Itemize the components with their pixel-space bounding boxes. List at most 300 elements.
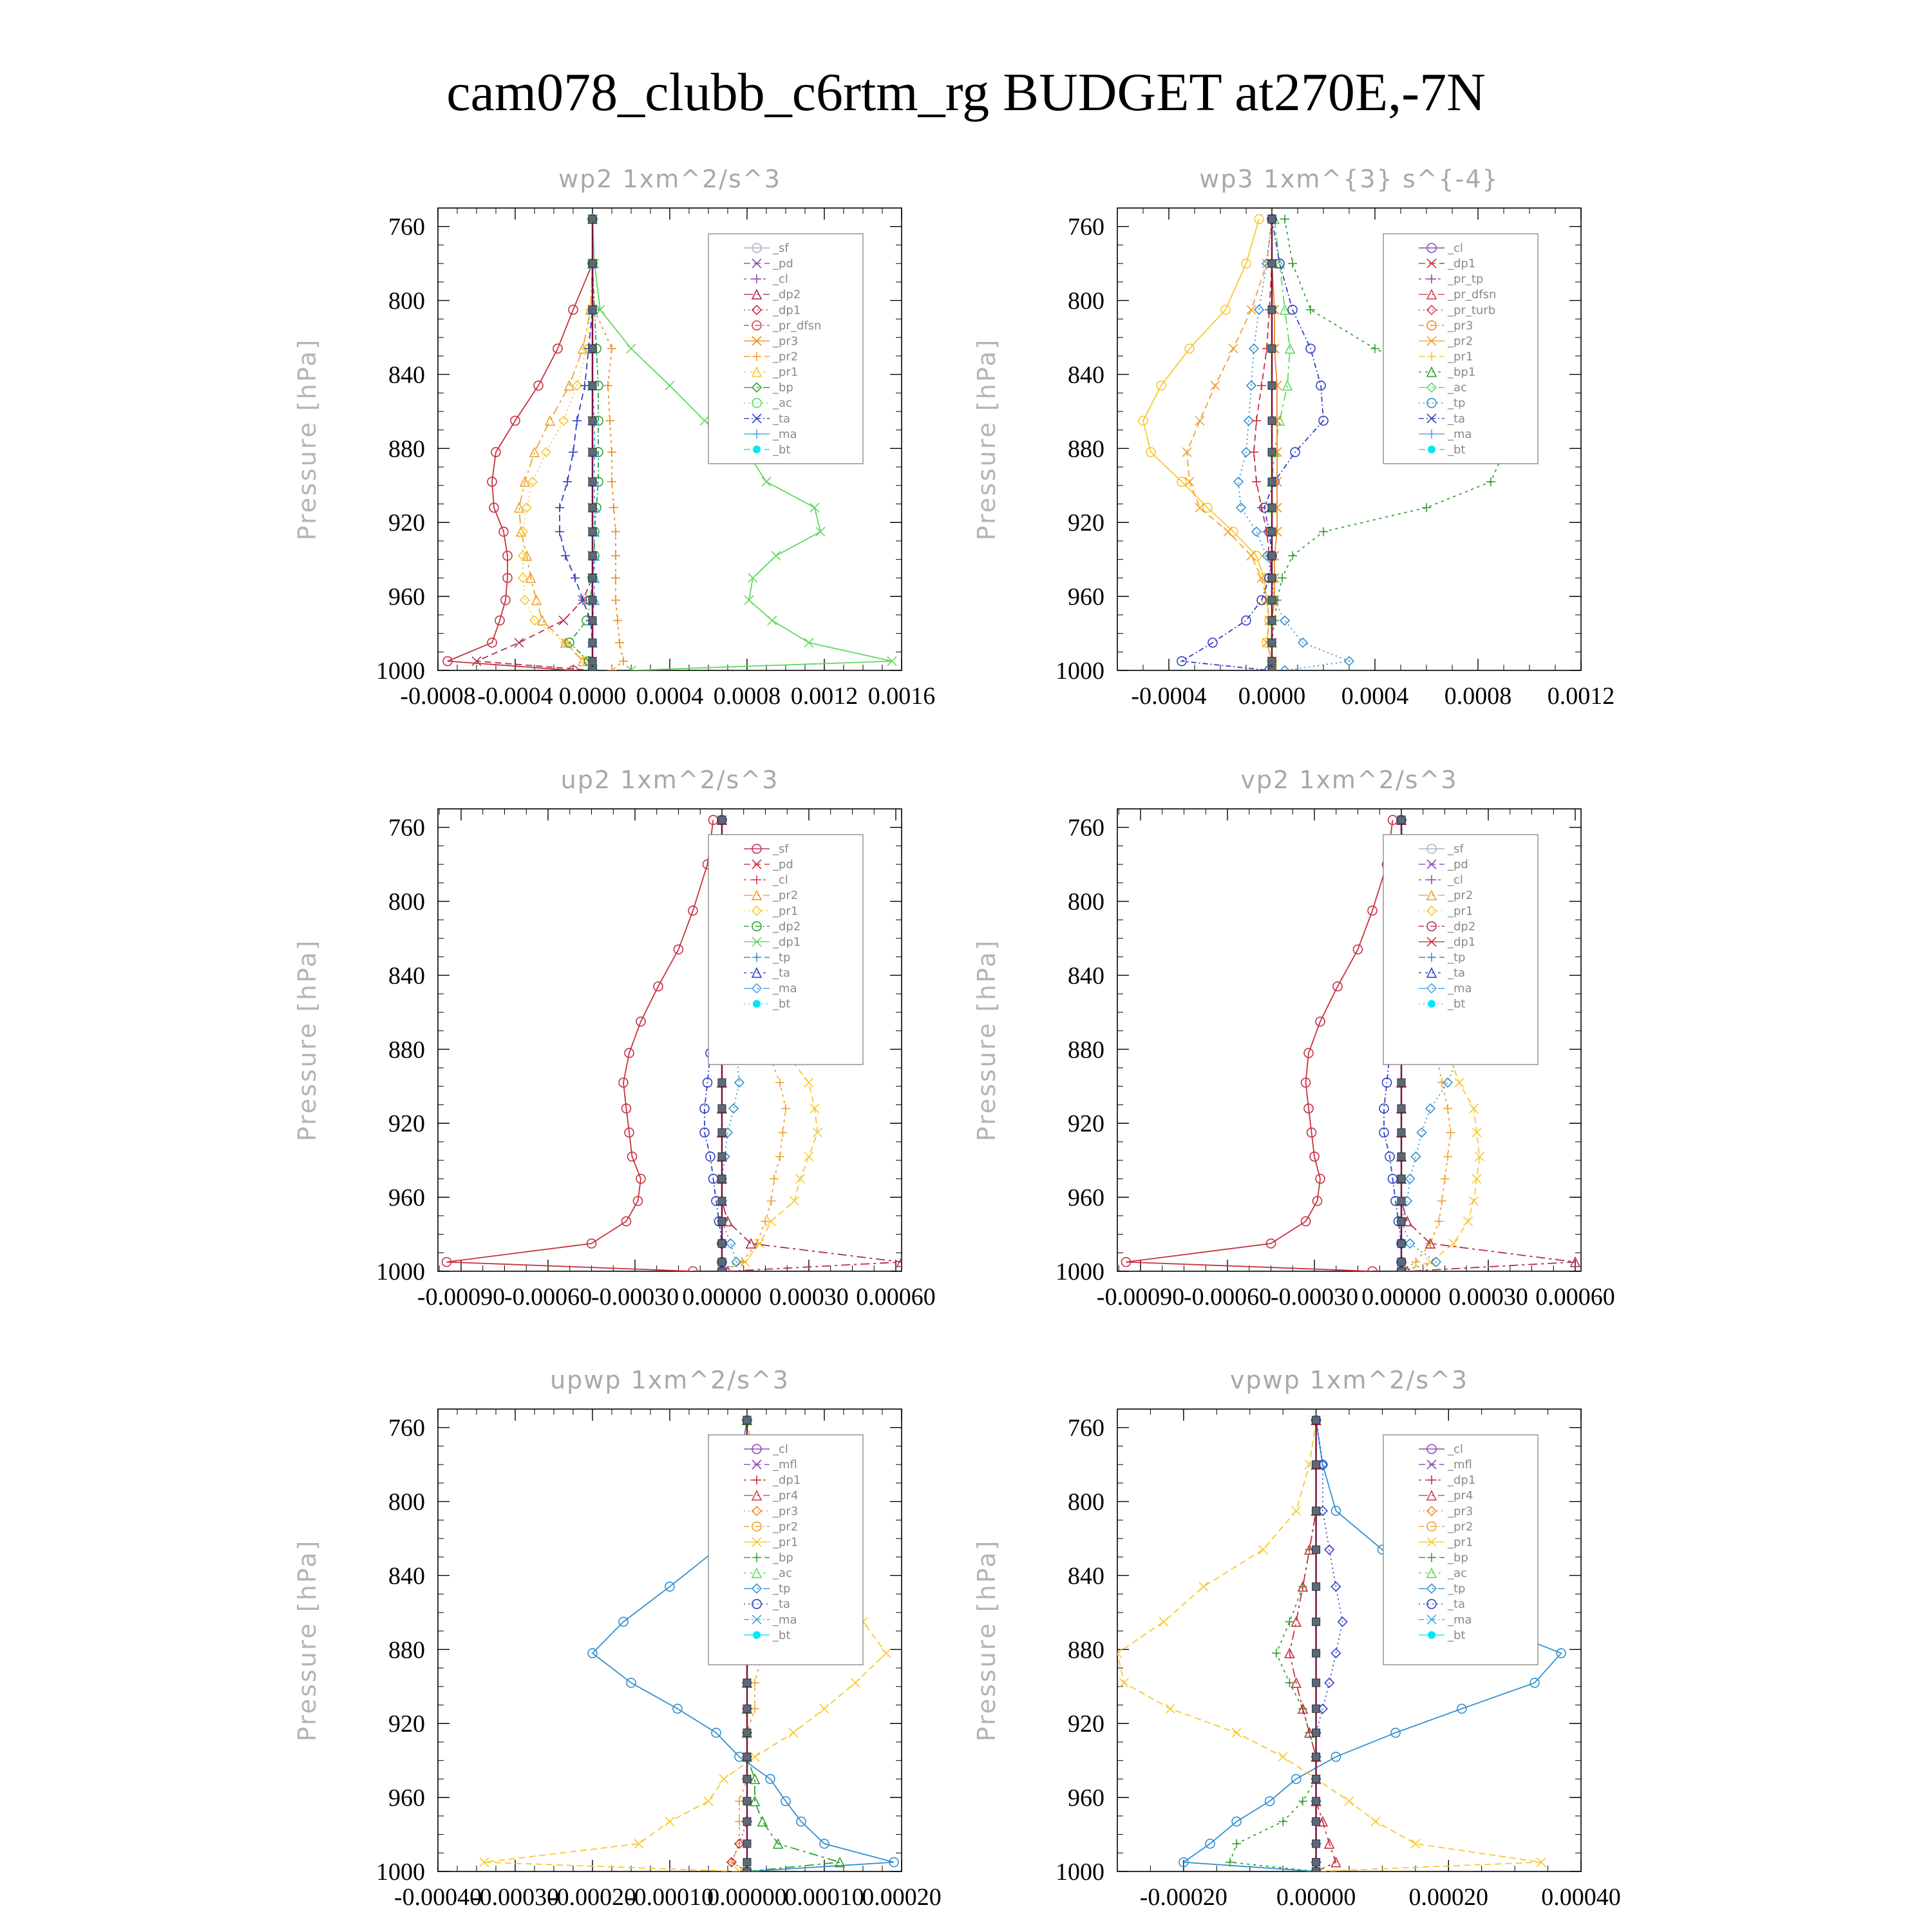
data-point: [589, 639, 596, 647]
data-point: [1306, 305, 1315, 314]
data-point: [1319, 527, 1328, 536]
legend-label: _ac: [1448, 1566, 1467, 1580]
data-point: [607, 477, 616, 486]
panel-title: up2 1xm^2/s^3: [560, 766, 779, 794]
data-point: [1229, 344, 1238, 353]
legend-label: _cl: [773, 873, 788, 887]
data-point: [1288, 551, 1297, 560]
data-point: [1397, 1153, 1405, 1160]
data-point: [781, 1104, 790, 1113]
data-point: [603, 381, 612, 390]
data-point: [589, 382, 596, 390]
data-point: [545, 416, 554, 425]
data-point: [762, 477, 771, 486]
data-point: [1397, 1258, 1405, 1266]
data-point: [1441, 1174, 1450, 1183]
legend-label: _pr2: [773, 1520, 799, 1534]
data-point: [1312, 1649, 1320, 1657]
legend-label: _pr2: [773, 889, 799, 903]
data-point: [1422, 503, 1431, 512]
data-point: [1312, 1868, 1320, 1875]
legend-label: _sf: [1448, 842, 1464, 856]
legend-label: _ac: [773, 396, 792, 410]
data-point: [589, 478, 596, 486]
panel-title: upwp 1xm^2/s^3: [550, 1366, 790, 1394]
data-point: [1397, 1129, 1405, 1137]
data-point: [775, 1152, 784, 1161]
data-point: [1470, 1197, 1479, 1206]
data-point: [804, 1152, 813, 1161]
data-point: [718, 1197, 726, 1205]
y-tick-label: 1000: [1056, 658, 1104, 685]
data-point: [1345, 1797, 1354, 1806]
data-point: [1426, 1104, 1435, 1113]
data-point: [1232, 1728, 1241, 1738]
data-point: [1426, 1258, 1435, 1267]
x-tick-label: 0.0012: [790, 683, 858, 710]
y-tick-label: 1000: [1056, 1258, 1104, 1285]
data-point: [727, 1858, 736, 1867]
y-tick-label: 760: [1068, 213, 1104, 241]
data-point: [810, 503, 819, 512]
legend-label: _pr_dfsn: [1448, 288, 1497, 302]
data-point: [1312, 1507, 1320, 1515]
y-tick-label: 1000: [376, 658, 425, 685]
y-tick-label: 880: [1068, 1036, 1104, 1064]
data-point: [738, 1258, 747, 1267]
data-point: [1331, 1649, 1340, 1658]
y-tick-label: 760: [1068, 1414, 1104, 1442]
y-tick-label: 920: [388, 1710, 425, 1738]
legend-label: _dp2: [773, 920, 801, 934]
data-point: [743, 1416, 751, 1424]
x-tick-label: -0.0008: [400, 683, 476, 710]
x-tick-label: -0.00060: [1183, 1283, 1272, 1311]
legend-label: _dp1: [1448, 1473, 1476, 1488]
data-point: [1252, 527, 1261, 536]
data-point: [768, 616, 777, 625]
x-tick-label: 0.0000: [558, 683, 627, 710]
series-line-pr1: [1143, 219, 1272, 670]
data-point: [571, 573, 580, 582]
data-point: [767, 1197, 776, 1206]
data-point: [611, 596, 620, 605]
y-tick-label: 960: [1068, 1785, 1104, 1812]
data-point: [1211, 381, 1220, 390]
y-tick-label: 760: [388, 814, 425, 842]
data-point: [758, 1817, 767, 1826]
data-point: [1397, 816, 1405, 824]
data-point: [1268, 345, 1276, 352]
y-axis-label: Pressure [hPa]: [972, 938, 1001, 1142]
legend-label: _pd: [773, 858, 793, 872]
x-tick-label: 0.00060: [1535, 1283, 1615, 1311]
data-point: [1268, 552, 1276, 560]
x-tick-label: -0.00090: [417, 1283, 506, 1311]
legend-label: _ta: [773, 966, 791, 980]
data-point: [1268, 658, 1276, 665]
legend-label: _pr3: [1448, 1504, 1473, 1519]
panel-4: [293, 1366, 942, 1911]
data-point: [1312, 1817, 1320, 1825]
data-point: [700, 416, 709, 425]
data-point: [609, 503, 618, 512]
data-point: [1443, 1104, 1452, 1113]
data-point: [528, 477, 537, 486]
data-point: [775, 1078, 784, 1087]
y-tick-label: 960: [388, 1785, 425, 1812]
legend-label: _dp1: [773, 303, 801, 317]
y-tick-label: 800: [388, 1488, 425, 1516]
x-tick-label: 0.00060: [856, 1283, 936, 1311]
series-line-ta: [560, 219, 592, 670]
panel-title: vpwp 1xm^2/s^3: [1229, 1366, 1469, 1394]
x-tick-label: 0.00030: [1448, 1283, 1528, 1311]
legend: [708, 234, 863, 464]
data-point: [1371, 1817, 1380, 1826]
data-point: [1268, 260, 1276, 267]
data-point: [1312, 1679, 1320, 1687]
data-point: [589, 667, 596, 674]
y-tick-label: 920: [388, 509, 425, 537]
legend-label: _pr2: [773, 350, 799, 364]
legend: [708, 1435, 863, 1665]
data-point: [1446, 1128, 1455, 1137]
x-tick-label: 0.0012: [1547, 683, 1615, 710]
series-line-ta: [1182, 219, 1323, 670]
legend-label: _ta: [773, 412, 791, 426]
data-point: [1464, 1217, 1473, 1226]
panel-2: [293, 766, 936, 1311]
legend-label: _ac: [1448, 381, 1467, 395]
legend-label: _cl: [773, 1443, 788, 1456]
legend-marker: [1428, 446, 1435, 453]
x-tick-label: -0.0004: [1131, 683, 1207, 710]
y-tick-label: 760: [388, 213, 425, 241]
x-tick-label: -0.00040: [393, 1884, 482, 1911]
legend-label: _tp: [773, 951, 791, 965]
x-tick-label: -0.00030: [1270, 1283, 1359, 1311]
legend-marker: [753, 1631, 761, 1639]
data-point: [1437, 1078, 1446, 1087]
legend-label: _pr1: [1448, 1535, 1473, 1549]
data-point: [1312, 1859, 1320, 1866]
data-point: [718, 1104, 726, 1112]
data-point: [589, 616, 596, 624]
y-tick-label: 880: [388, 1036, 425, 1064]
legend-label: _bp1: [1448, 365, 1476, 379]
x-tick-label: 0.0000: [1238, 683, 1306, 710]
data-point: [718, 1153, 726, 1160]
y-tick-label: 1000: [376, 1258, 425, 1285]
series-line-dp1: [1126, 820, 1393, 1271]
legend-label: _pr3: [773, 334, 799, 348]
x-tick-label: 0.00000: [1276, 1884, 1356, 1911]
panel-title: wp3 1xm^{3} s^{-4}: [1199, 165, 1499, 193]
y-tick-label: 880: [388, 435, 425, 463]
data-point: [589, 417, 596, 424]
legend-label: _pr1: [773, 1535, 799, 1549]
data-point: [607, 666, 616, 675]
legend-label: _pr1: [1448, 350, 1473, 364]
legend-label: _ma: [773, 1613, 797, 1627]
y-tick-label: 760: [388, 1414, 425, 1442]
legend-label: _pr3: [1448, 319, 1473, 333]
data-point: [580, 381, 589, 390]
legend-label: _pr1: [1448, 904, 1473, 918]
data-point: [1278, 1817, 1287, 1826]
panel-title: wp2 1xm^2/s^3: [558, 165, 781, 193]
legend-label: _ma: [1448, 427, 1472, 441]
data-point: [559, 416, 568, 425]
data-point: [611, 551, 620, 560]
data-point: [1247, 551, 1256, 560]
legend-label: _dp1: [1448, 257, 1476, 271]
data-point: [743, 1753, 751, 1761]
data-point: [1159, 1617, 1168, 1626]
data-point: [743, 1729, 751, 1737]
legend: [1383, 1435, 1538, 1665]
data-point: [789, 1728, 798, 1738]
x-tick-label: 0.00000: [682, 1283, 762, 1311]
data-point: [1486, 477, 1495, 486]
data-point: [1280, 214, 1289, 223]
data-point: [1268, 528, 1276, 536]
data-point: [1312, 1840, 1320, 1848]
data-point: [718, 1129, 726, 1137]
y-tick-label: 840: [1068, 361, 1104, 389]
y-tick-label: 1000: [376, 1859, 425, 1886]
legend-label: _tp: [1448, 396, 1466, 410]
data-point: [1312, 1618, 1320, 1625]
series-line-tp: [1238, 219, 1349, 670]
data-point: [1119, 1678, 1128, 1687]
data-point: [1268, 306, 1276, 314]
data-point: [1312, 1583, 1320, 1591]
legend-label: _cl: [1448, 242, 1463, 255]
x-tick-label: -0.00090: [1096, 1283, 1185, 1311]
data-point: [743, 1859, 751, 1866]
data-point: [1397, 1197, 1405, 1205]
legend-label: _dp1: [1448, 935, 1476, 949]
data-point: [743, 1705, 751, 1712]
y-tick-label: 800: [388, 888, 425, 916]
y-axis-label: Pressure [hPa]: [293, 337, 321, 541]
data-point: [718, 1175, 726, 1182]
data-point: [726, 1239, 735, 1248]
series-line-dp1: [447, 820, 714, 1271]
y-axis-label: Pressure [hPa]: [972, 337, 1001, 541]
legend-label: _dp2: [1448, 920, 1476, 934]
data-point: [1397, 1217, 1405, 1225]
data-point: [1417, 1128, 1426, 1137]
x-tick-label: -0.00010: [625, 1884, 714, 1911]
y-tick-label: 840: [388, 1562, 425, 1590]
data-point: [1278, 573, 1287, 582]
data-point: [718, 816, 726, 824]
data-point: [1406, 1239, 1415, 1248]
data-point: [515, 638, 524, 647]
data-point: [1397, 1240, 1405, 1247]
y-tick-label: 800: [388, 287, 425, 315]
data-point: [589, 260, 596, 267]
legend-label: _bt: [1448, 1628, 1466, 1642]
data-point: [589, 306, 596, 314]
legend-label: _dp2: [773, 288, 801, 302]
data-point: [542, 448, 551, 457]
legend-label: _ma: [773, 427, 797, 441]
legend-label: _dp1: [773, 1473, 801, 1488]
legend-label: _pr1: [773, 365, 799, 379]
data-point: [611, 573, 620, 582]
page-title: cam078_clubb_c6rtm_rg BUDGET at270E,-7N: [446, 62, 1486, 122]
data-point: [1257, 503, 1266, 512]
legend-label: _pr_dfsn: [773, 319, 822, 333]
data-point: [1312, 1705, 1320, 1712]
data-point: [743, 1868, 751, 1875]
data-point: [1242, 616, 1251, 625]
y-axis-label: Pressure [hPa]: [293, 938, 321, 1142]
y-tick-label: 880: [1068, 1636, 1104, 1664]
data-point: [735, 1078, 744, 1087]
panel-1: [972, 165, 1615, 710]
data-point: [561, 551, 570, 560]
legend: [1383, 234, 1538, 464]
y-tick-label: 1000: [1056, 1859, 1104, 1886]
data-point: [589, 448, 596, 456]
data-point: [882, 1649, 891, 1658]
y-tick-label: 760: [1068, 814, 1104, 842]
y-tick-label: 920: [1068, 1710, 1104, 1738]
legend-label: _pr_tp: [1448, 272, 1484, 287]
data-point: [1268, 504, 1276, 511]
legend-label: _ma: [773, 981, 797, 996]
x-tick-label: 0.00020: [862, 1884, 942, 1911]
legend-label: _pr2: [1448, 334, 1473, 348]
legend-label: _cl: [1448, 1443, 1463, 1456]
data-point: [1268, 616, 1276, 624]
data-point: [1288, 259, 1297, 268]
x-tick-label: 0.0004: [636, 683, 704, 710]
legend-label: _bt: [773, 1628, 791, 1642]
data-point: [613, 616, 622, 625]
legend-label: _ta: [1448, 412, 1466, 426]
data-point: [770, 1174, 779, 1183]
data-point: [729, 1104, 738, 1113]
legend-label: _dp1: [773, 935, 801, 949]
legend-label: _mfl: [773, 1458, 797, 1472]
data-point: [1232, 1839, 1241, 1848]
legend-label: _pr1: [773, 904, 799, 918]
data-point: [589, 504, 596, 511]
panel-title: vp2 1xm^2/s^3: [1240, 766, 1458, 794]
data-point: [589, 574, 596, 582]
data-point: [1312, 1753, 1320, 1761]
y-tick-label: 840: [388, 361, 425, 389]
data-point: [1258, 1545, 1267, 1554]
legend-label: _bt: [1448, 442, 1466, 457]
data-point: [1312, 1729, 1320, 1737]
legend-label: _pd: [1448, 858, 1468, 872]
data-point: [589, 552, 596, 560]
data-point: [1280, 616, 1289, 625]
legend-label: _pr4: [1448, 1489, 1473, 1503]
x-tick-label: 0.00000: [707, 1884, 787, 1911]
y-tick-label: 920: [1068, 1110, 1104, 1138]
data-point: [1268, 574, 1276, 582]
legend-label: _ta: [1448, 1597, 1466, 1611]
legend-label: _pr2: [1448, 1520, 1473, 1534]
data-point: [1166, 1704, 1175, 1713]
data-point: [1312, 1546, 1320, 1553]
data-point: [1252, 477, 1261, 486]
data-point: [1397, 1267, 1405, 1275]
data-point: [1268, 215, 1276, 223]
x-tick-label: -0.00020: [548, 1884, 637, 1911]
data-point: [1370, 344, 1379, 353]
data-point: [1236, 503, 1245, 512]
legend-label: _tp: [1448, 951, 1466, 965]
data-point: [851, 1678, 860, 1687]
legend-label: _tp: [773, 1582, 791, 1596]
data-point: [1272, 1649, 1281, 1658]
data-point: [1455, 1078, 1464, 1087]
data-point: [718, 1217, 726, 1225]
data-point: [804, 1078, 813, 1087]
legend-marker: [1428, 1631, 1435, 1639]
x-tick-label: -0.00030: [471, 1884, 560, 1911]
data-point: [1435, 1217, 1444, 1226]
y-tick-label: 920: [388, 1110, 425, 1138]
data-point: [772, 551, 781, 560]
data-point: [605, 416, 614, 425]
y-tick-label: 840: [1068, 962, 1104, 990]
y-tick-label: 920: [1068, 509, 1104, 537]
legend-marker: [1428, 1000, 1435, 1008]
data-point: [1437, 1197, 1446, 1206]
data-point: [627, 344, 636, 353]
data-point: [743, 1775, 751, 1783]
panel-5: [972, 1366, 1621, 1911]
legend-marker: [753, 1000, 761, 1008]
legend-label: _sf: [773, 842, 789, 856]
data-point: [1331, 1582, 1340, 1591]
data-point: [1278, 1752, 1287, 1761]
data-point: [1397, 1079, 1405, 1086]
x-tick-label: -0.00030: [591, 1283, 679, 1311]
data-point: [611, 527, 620, 536]
data-point: [532, 596, 541, 605]
data-point: [1292, 1506, 1301, 1515]
legend: [708, 835, 863, 1065]
data-point: [1268, 382, 1276, 390]
data-point: [607, 344, 616, 353]
data-point: [1312, 1775, 1320, 1783]
data-point: [1397, 1104, 1405, 1112]
x-tick-label: 0.00010: [784, 1884, 864, 1911]
data-point: [743, 1679, 751, 1687]
data-point: [1249, 448, 1258, 457]
data-point: [743, 1817, 751, 1825]
legend: [1383, 835, 1538, 1065]
series-line-dp2: [477, 219, 592, 670]
data-point: [1257, 381, 1266, 390]
series-line-pr2: [519, 219, 592, 670]
legend-label: _bt: [773, 997, 791, 1011]
legend-label: _ta: [1448, 966, 1466, 980]
data-point: [1195, 416, 1204, 425]
data-point: [589, 596, 596, 604]
